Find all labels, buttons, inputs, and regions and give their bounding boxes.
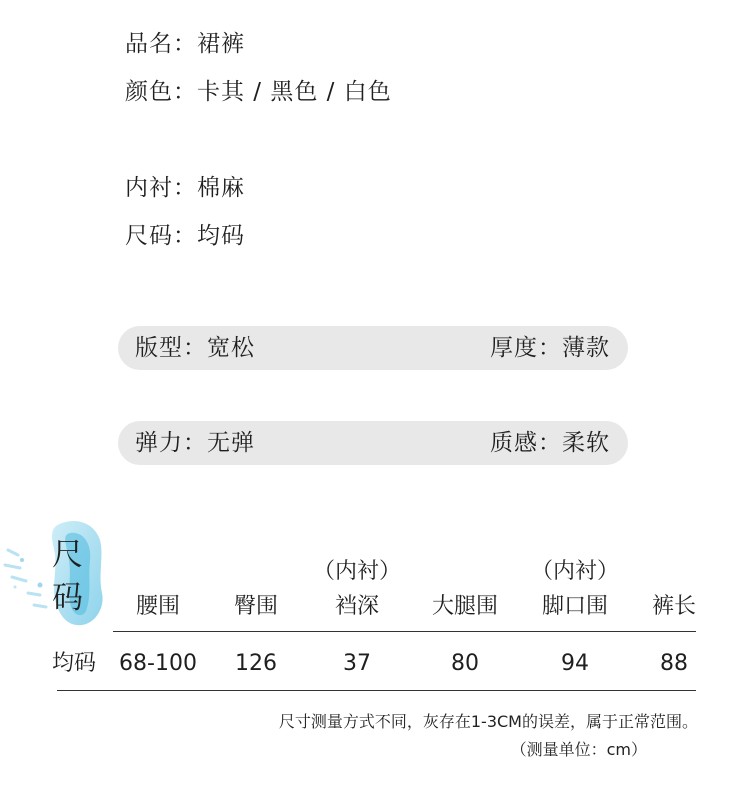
table-header-divider [113, 631, 696, 632]
header-crotch-depth: 裆深 [334, 594, 380, 619]
attribute-pill-elasticity [118, 421, 628, 465]
header-length: 裤长 [651, 594, 697, 619]
product-lining-line: 内衬：棉麻 [125, 175, 245, 201]
size-title-char-2: 码 [52, 580, 83, 616]
table-bottom-divider [57, 690, 696, 691]
value-length: 88 [660, 651, 688, 676]
attribute-pill-fit [118, 326, 628, 370]
value-crotch-depth: 37 [343, 651, 371, 676]
header-prefix-crotch: （内衬） [312, 559, 402, 584]
attribute-fit: 版型：宽松 [135, 335, 255, 361]
header-hip: 臀围 [233, 594, 279, 619]
header-thigh: 大腿围 [431, 594, 499, 619]
product-size-line: 尺码：均码 [125, 223, 245, 249]
value-hip: 126 [235, 651, 277, 676]
product-name-line: 品名：裙裤 [125, 31, 245, 57]
value-waist: 68-100 [119, 651, 197, 676]
measurement-unit-note: （测量单位：cm） [510, 740, 647, 759]
size-title-char-1: 尺 [52, 537, 83, 573]
attribute-elasticity: 弹力：无弹 [135, 430, 255, 456]
header-waist: 腰围 [135, 594, 181, 619]
product-color-line: 颜色：卡其 / 黑色 / 白色 [125, 79, 392, 105]
row-label-one-size: 均码 [52, 651, 97, 676]
header-hem: 脚口围 [541, 594, 609, 619]
attribute-texture: 质感：柔软 [490, 430, 610, 456]
value-thigh: 80 [451, 651, 479, 676]
value-hem: 94 [561, 651, 589, 676]
attribute-thickness: 厚度：薄款 [490, 335, 610, 361]
measurement-note: 尺寸测量方式不同，灰存在1-3CM的误差，属于正常范围。 [278, 712, 698, 731]
header-prefix-hem: （内衬） [530, 559, 620, 584]
